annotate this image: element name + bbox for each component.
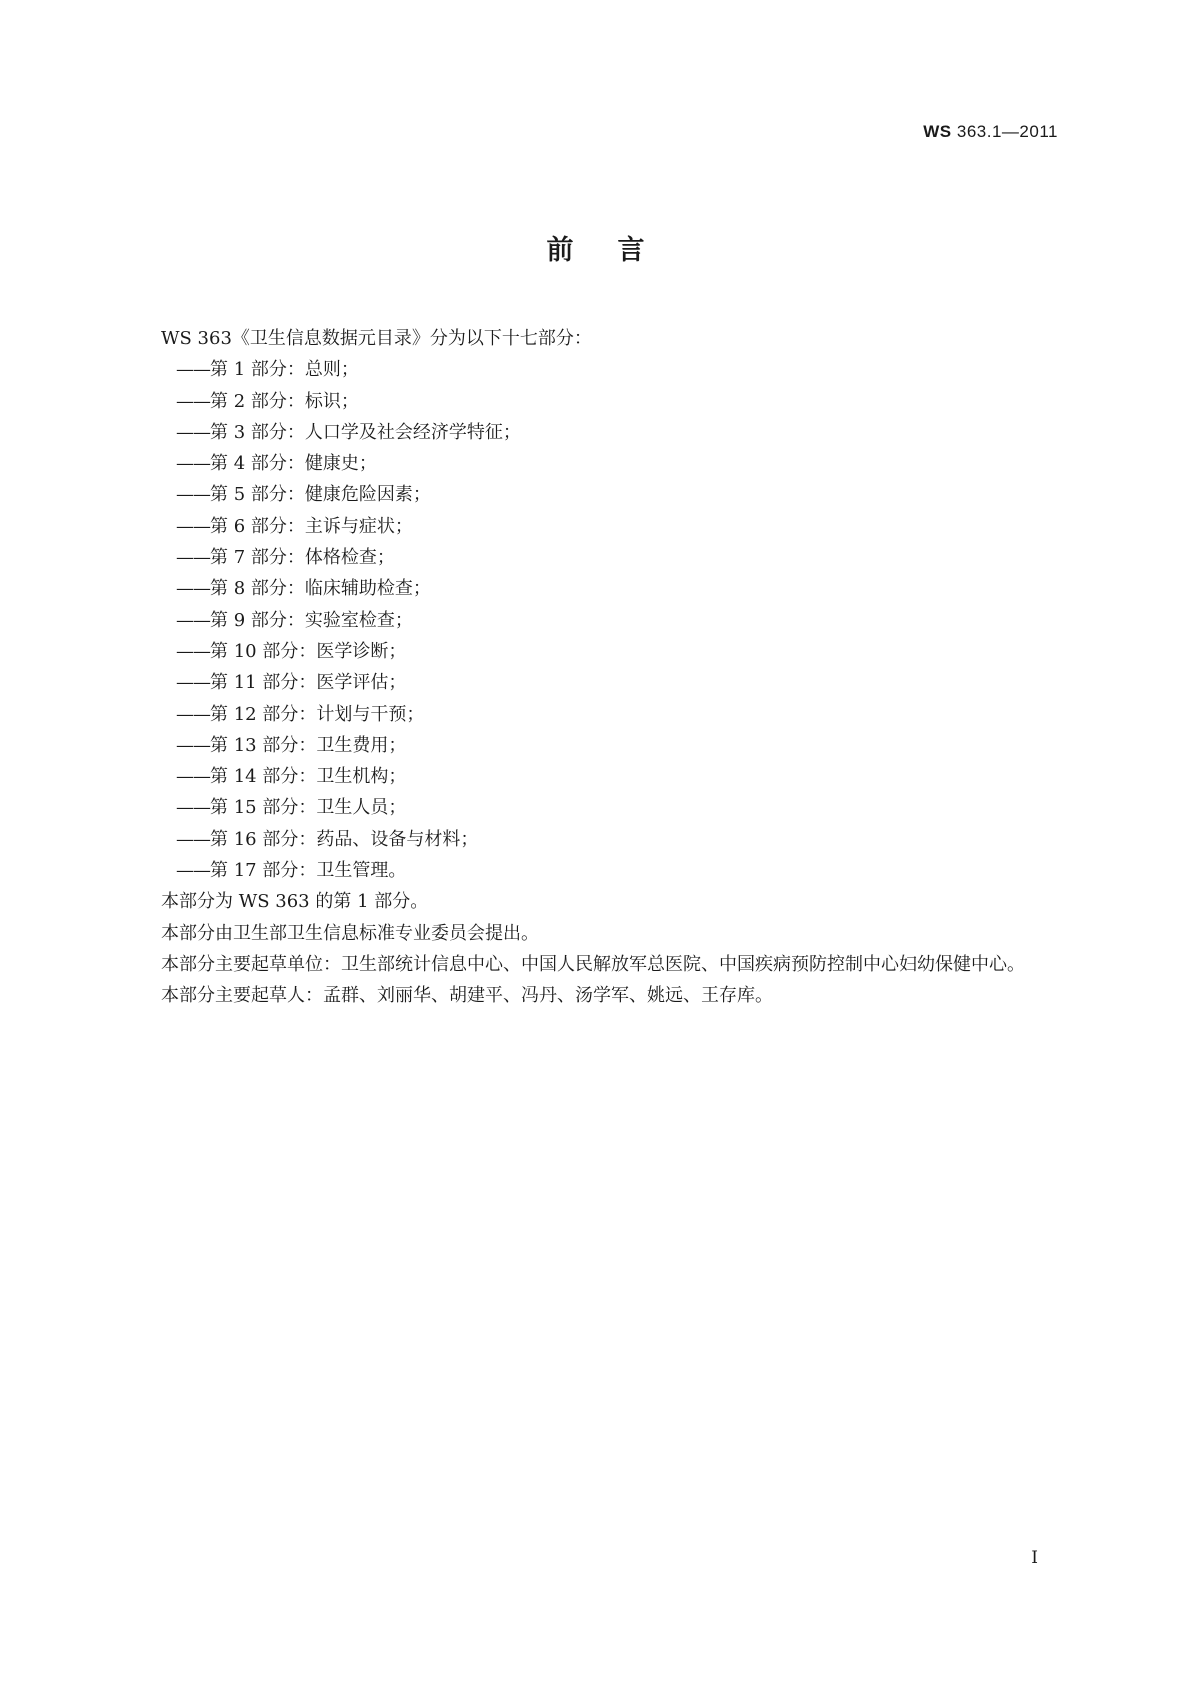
list-item-dash: —— [176,484,210,506]
closing-paragraph: 本部分由卫生部卫生信息标准专业委员会提出。 [161,922,539,944]
list-item [125,542,1070,573]
page-title: 前言 [546,235,689,266]
list-item [125,636,1070,667]
list-item-dash: —— [176,828,210,850]
list-item-text: 第 3 部分：人口学及社会经济学特征； [210,421,521,443]
closing-paragraph: 本部分主要起草单位：卫生部统计信息中心、中国人民解放军总医院、中国疾病预防控制中心妇幼保健中心。 [161,953,1025,975]
list-item-dash: —— [176,359,210,381]
list-item-text: 第 6 部分：主诉与症状； [210,515,413,537]
list-item-dash: —— [176,672,210,694]
list-item-dash: —— [176,453,210,475]
list-item-dash: —— [176,797,210,819]
list-item-dash: —— [176,515,210,537]
list-item [125,824,1070,855]
list-item-text: 第 1 部分：总则； [210,359,359,381]
list-item-text: 第 8 部分：临床辅助检查； [210,578,431,600]
list-item-text: 第 17 部分：卫生管理。 [210,860,407,882]
page-number: I [1031,1548,1038,1568]
list-item [125,354,1070,385]
list-item [125,573,1070,604]
intro-paragraph: WS 363《卫生信息数据元目录》分为以下十七部分： [161,328,592,349]
list-item-dash: —— [176,609,210,631]
parts-list [125,354,1070,886]
list-item-dash: —— [176,547,210,569]
list-item-dash: —— [176,640,210,662]
list-item-text: 第 15 部分：卫生人员； [210,797,407,819]
list-item [125,417,1070,448]
list-item-text: 第 4 部分：健康史； [210,453,377,475]
list-item-text: 第 9 部分：实验室检查； [210,609,413,631]
list-item-text: 第 2 部分：标识； [210,390,359,412]
list-item-text: 第 16 部分：药品、设备与材料； [210,828,479,850]
list-item-text: 第 14 部分：卫生机构； [210,766,407,788]
list-item-dash: —— [176,860,210,882]
list-item [125,386,1070,417]
list-item [125,730,1070,761]
list-item [125,792,1070,823]
list-item [125,479,1070,510]
list-item [125,699,1070,730]
list-item [125,855,1070,886]
closing-paragraph: 本部分为 WS 363 的第 1 部分。 [161,891,429,913]
list-item-dash: —— [176,766,210,788]
foreword-body [125,323,1070,1012]
list-item [125,511,1070,542]
list-item [125,761,1070,792]
list-item [125,448,1070,479]
closing-paragraph: 本部分主要起草人：孟群、刘丽华、胡建平、冯丹、汤学军、姚远、王存库。 [161,985,773,1007]
list-item-text: 第 5 部分：健康危险因素； [210,484,431,506]
list-item-text: 第 10 部分：医学诊断； [210,640,407,662]
list-item-text: 第 12 部分：计划与干预； [210,703,425,725]
list-item-dash: —— [176,421,210,443]
document-code [923,122,1058,142]
list-item-dash: —— [176,703,210,725]
closing-paragraphs [125,886,1070,1011]
list-item-dash: —— [176,578,210,600]
list-item-text: 第 11 部分：医学评估； [210,672,407,694]
document-code-prefix: WS [923,122,952,141]
list-item-text: 第 7 部分：体格检查； [210,547,395,569]
list-item [125,667,1070,698]
list-item [125,605,1070,636]
list-item-text: 第 13 部分：卫生费用； [210,734,407,756]
list-item-dash: —— [176,734,210,756]
list-item-dash: —— [176,390,210,412]
document-code-number: 363.1—2011 [956,122,1058,141]
